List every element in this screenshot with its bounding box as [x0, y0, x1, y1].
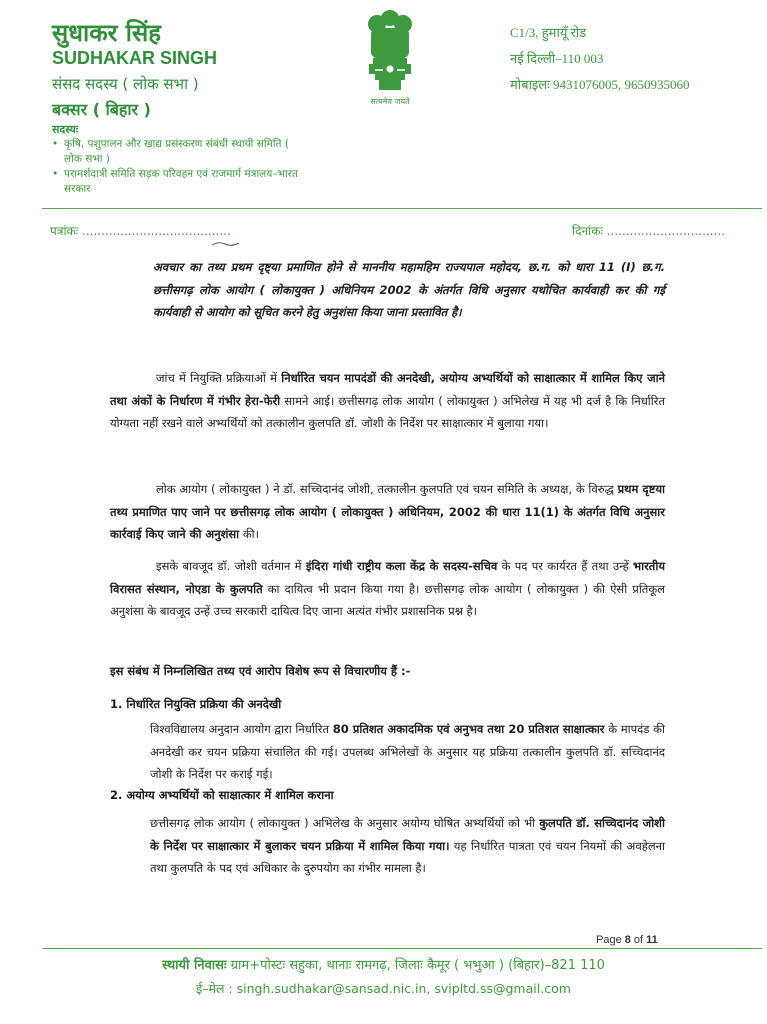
- membership-item: • कृषि, पशुपालन और खाद्य प्रसंस्करण संबंधी स्थायी समिति ( लोक सभा ): [52, 138, 289, 165]
- email-line: ई–मेल : singh.sudhakar@sansad.nic.in, svipltd.ss@gmail.com: [196, 981, 571, 996]
- page-number: Page 8 of 11: [596, 934, 658, 946]
- pen-mark: [211, 240, 241, 248]
- membership-item: • परामर्शदात्री समिति सड़क परिवहन एवं राजमार्ग मंत्रालय–भारत सरकार: [52, 168, 299, 195]
- paragraph-2: जांच में नियुक्ति प्रक्रियाओं में निर्धारित चयन मापदंडों की अनदेखी, अयोग्य अभ्यर्थियों को साक्षात्कार में शामिल किए जाने तथा अंकों के निर्धारण में गंभीर हेरा-फेरी सामने आई। छत्तीसगढ़ लोक आयोग ( लोकायुक्त ) अभिलेख में यह भी दर्ज है कि निर्धारित योग्यता नहीं रखने वाले अभ्यर्थियों को तत्कालीन कुलपति डॉ. जोशी के निर्देश पर साक्षात्कार में बुलाया गया।: [110, 371, 665, 430]
- paragraph-3: लोक आयोग ( लोकायुक्त ) ने डॉ. सच्चिदानंद जोशी, तत्कालीन कुलपति एवं चयन समिति के अध्यक्ष, के विरुद्ध प्रथम दृष्टया तथ्य प्रमाणित पाए जाने पर छत्तीसगढ़ लोक आयोग ( लोकायुक्त ) अधिनियम, 2002 की धारा 11(1) के अंतर्गत विधि अनुसार कार्रवाई किए जाने की अनुशंसा की।: [110, 482, 665, 541]
- mp-name-english: SUDHAKAR SINGH: [52, 48, 218, 68]
- paragraph-7: छत्तीसगढ़ लोक आयोग ( लोकायुक्त ) अभिलेख के अनुसार अयोग्य घोषित अभ्यर्थियों को भी कुलपति डॉ. सच्चिदानंद जोशी के निर्देश पर साक्षात्कार में बुलाकर चयन प्रक्रिया में शामिल किया गया। यह निर्धारित पात्रता एवं चयन नियमों की अवहेलना तथा कुलपति के पद एवं अधिकार के दुरुपयोग का गंभीर मामला है।: [150, 816, 665, 875]
- mp-designation: संसद सदस्य ( लोक सभा ): [52, 75, 199, 93]
- mobile-line: मोबाइलः 9431076005, 9650935060: [510, 77, 690, 92]
- paragraph-1: अवचार का तथ्य प्रथम दृष्ट्या प्रमाणित होने से माननीय महामहिम राज्यपाल महोदय, छ.ग. को धारा 11 (I) छ.ग. छत्तीसगढ़ लोक आयोग ( लोकायुक्त ) अधिनियम 2002 के अंतर्गत विधि अनुसार यथोचित कार्यवाही कर की गई कार्यवाही से आयोग को सूचित करने हेतु अनुशंसा किया जाना प्रस्तावित है।: [153, 260, 665, 319]
- mp-name-hindi: सुधाकर सिंह: [52, 19, 161, 47]
- section-heading-2: 2. अयोग्य अभ्यर्थियों को साक्षात्कार में शामिल कराना: [110, 788, 334, 802]
- date-field: दिनांकः ...............................: [572, 224, 725, 238]
- membership-list: [52, 137, 302, 197]
- delhi-address: [510, 20, 690, 98]
- emblem-motto: सत्यमेव जयते: [370, 97, 410, 106]
- considerations-intro: इस संबंध में निम्नलिखित तथ्य एवं आरोप विशेष रूप से विचारणीय हैं :-: [110, 664, 411, 678]
- membership-heading: सदस्यः: [52, 123, 79, 136]
- mp-constituency: बक्सर ( बिहार ): [52, 100, 151, 119]
- paragraph-6: विश्वविद्यालय अनुदान आयोग द्वारा निर्धारित 80 प्रतिशत अकादमिक एवं अनुभव तथा 20 प्रतिशत साक्षात्कार के मापदंड की अनदेखी कर चयन प्रक्रिया संचालित की गई। उपलब्ध अभिलेखों के अनुसार यह प्रक्रिया तत्कालीन कुलपति डॉ. सच्चिदानंद जोशी के निर्देश पर कराई गई।: [150, 722, 665, 781]
- reference-number-field: पत्रांकः .......................................: [50, 224, 231, 238]
- address-line-2: नई दिल्ली–110 003: [510, 51, 604, 66]
- header-divider: [42, 208, 762, 209]
- footer-divider: [42, 948, 762, 949]
- national-emblem-icon: [355, 4, 425, 104]
- permanent-residence: स्थायी निवासः ग्राम+पोस्टः सहुका, थानाः रामगढ़, जिलाः कैमूर ( भभुआ ) (बिहार)–821 110: [162, 958, 605, 973]
- paragraph-4: इसके बावजूद डॉ. जोशी वर्तमान में इंदिरा गांधी राष्ट्रीय कला केंद्र के सदस्य-सचिव के पद पर कार्यरत हैं तथा उन्हें भारतीय विरासत संस्थान, नोएडा के कुलपति का दायित्व भी प्रदान किया गया है। छत्तीसगढ़ लोक आयोग ( लोकायुक्त ) की ऐसी प्रतिकूल अनुशंसा के बावजूद उन्हें उच्च सरकारी दायित्व दिए जाना अत्यंत गंभीर प्रशासनिक प्रश्न है।: [110, 559, 665, 618]
- address-line-1: C1/3, हुमायूँ रोड: [510, 25, 587, 40]
- section-heading-1: 1. निर्धारित नियुक्ति प्रक्रिया की अनदेखी: [110, 697, 282, 711]
